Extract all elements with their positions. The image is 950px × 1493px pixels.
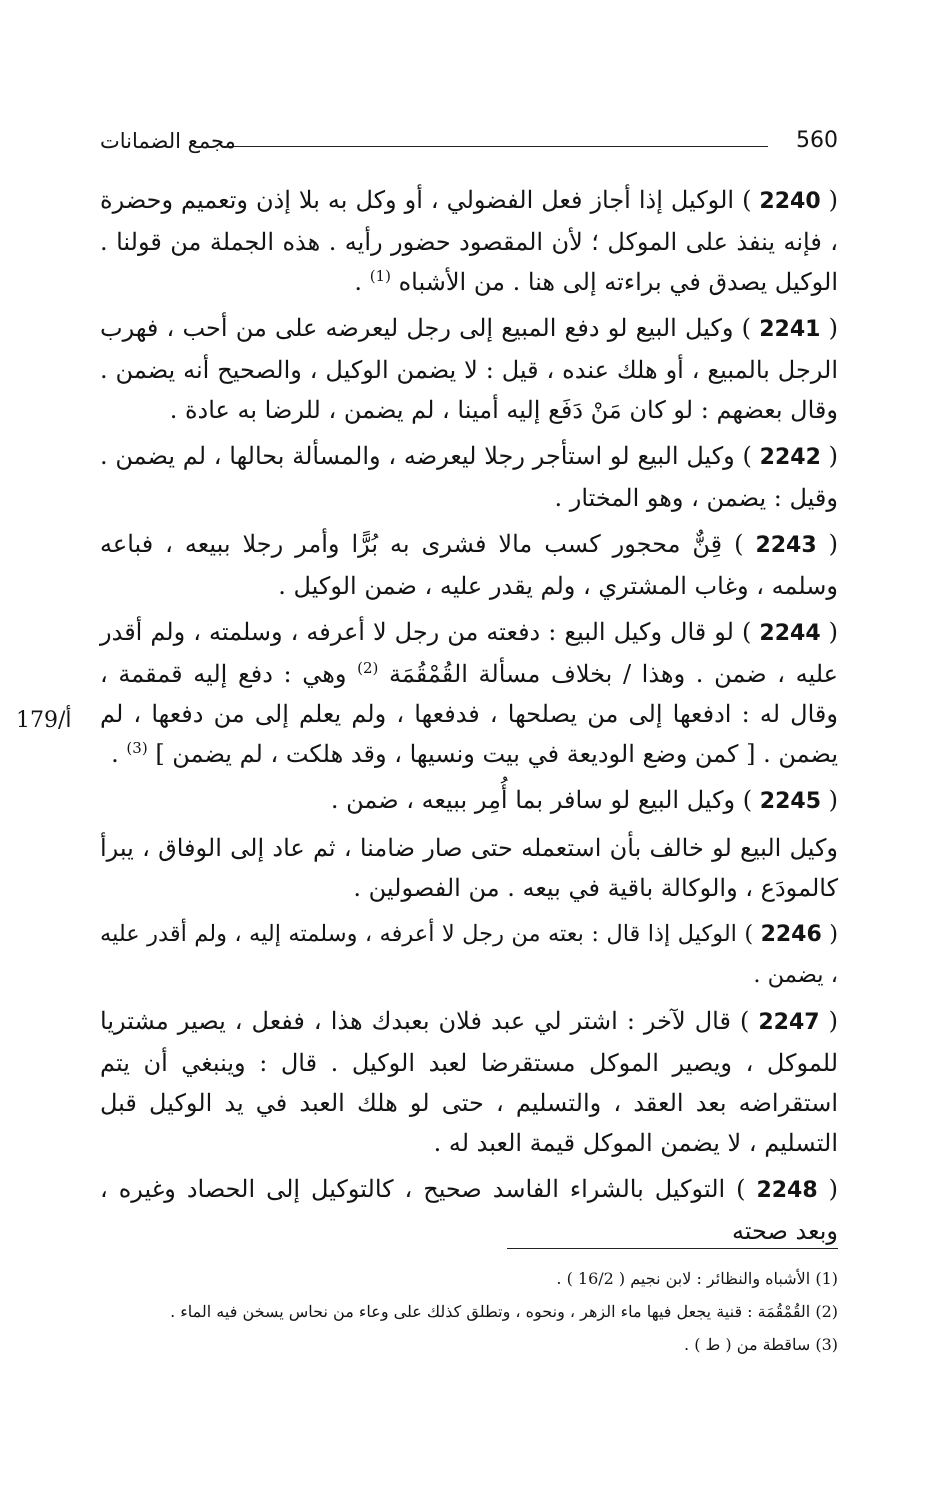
paragraph-number: 2245 — [759, 789, 821, 814]
paragraph-number: 2246 — [760, 922, 822, 947]
page-number: 560 — [796, 128, 838, 153]
book-title: مجمع الضمانات — [100, 129, 236, 153]
paragraph-text: الوكيل إذا قال : بعته من رجل لا أعرفه ، وسلمته إليه ، ولم أقدر عليه ، يضمن . — [100, 921, 838, 988]
paragraph-2245: ( 2245 ) وكيل البيع لو سافر بما أُمِر ببيعه ، ضمن . — [330, 786, 838, 814]
footnote-ref: (2) — [357, 659, 379, 677]
paragraph-2240: ( 2240 ) الوكيل إذا أجاز فعل الفضولي ، أو وكل به بلا إذن وتعميم وحضرة ، فإنه ينفذ على الموكل ؛ لأن المقصود حضور رأيه . هذه الجملة من قولنا . الوكيل يصدق في براءته إلى هنا . من الأشباه $^{(1)}$ . — [100, 186, 839, 296]
paragraph-text: لو قال وكيل البيع : دفعته من رجل لا أعرفه ، وسلمته ، ولم أقدر عليه ، ضمن . وهذا / بخلاف مسألة القُمْقُمَة — [100, 618, 838, 688]
paragraph-text: قال لآخر : اشتر لي عبد فلان بعبدك هذا ، ففعل ، يصير مشتريا للموكل ، ويصير الموكل مستقرضا لعبد الوكيل . قال : وينبغي أن يتم استقراضه بعد العقد ، والتسليم ، حتى لو هلك العبد في يد الوكيل قبل التسليم ، لا يضمن الموكل قيمة العبد له . — [100, 1007, 838, 1157]
paragraph-2247: ( 2247 ) قال لآخر : اشتر لي عبد فلان بعبدك هذا ، ففعل ، يصير مشتريا للموكل ، ويصير الموكل مستقرضا لعبد الوكيل . قال : وينبغي أن يتم استقراضه بعد العقد ، والتسليم ، حتى لو هلك العبد في يد الوكيل قبل التسليم ، لا يضمن الموكل قيمة العبد له . — [100, 1007, 838, 1157]
footnotes — [100, 1262, 838, 1361]
paragraph-2248: ( 2248 ) التوكيل بالشراء الفاسد صحيح ، كالتوكيل إلى الحصاد وغيره ، وبعد صحته — [100, 1175, 838, 1245]
paragraph-number: 2242 — [759, 445, 821, 470]
paragraph-2243: ( 2243 ) قِنٌّ محجور كسب مالا فشرى به بُرًّا وأمر رجلا ببيعه ، فباعه وسلمه ، وغاب المشتري ، ولم يقدر عليه ، ضمن الوكيل . — [100, 530, 838, 600]
manuscript-folio-note: 179/أ — [16, 708, 72, 733]
paragraph-2244: ( 2244 ) لو قال وكيل البيع : دفعته من رجل لا أعرفه ، وسلمته ، ولم أقدر عليه ، ضمن . وهذا / بخلاف مسألة القُمْقُمَة $^{(2)}$ وهي : دفع إليه قمقمة ، وقال له : ادفعها إلى من يصلحها ، فدفعها ، ولم يعلم إلى من دفعها ، لم يضمن . [ كمن وضع الوديعة في بيت ونسيها ، وقد هلكت ، لم يضمن ] $^{(3)}$ . — [100, 618, 838, 768]
paragraph-number: 2247 — [758, 1010, 820, 1035]
paragraph-text: وكيل البيع لو خالف بأن استعمله حتى صار ضامنا ، ثم عاد إلى الوفاق ، يبرأ كالمودَع ، والوكالة باقية في بيعه . من الفصولين . — [100, 834, 838, 902]
paragraph-tail: وهي : دفع إليه قمقمة ، وقال له : ادفعها إلى من يصلحها ، فدفعها ، ولم يعلم إلى من دفعها ، لم يضمن . [ كمن وضع الوديعة في بيت ونسيها ، وقد هلكت ، لم يضمن ] — [100, 660, 838, 768]
paragraph-text: الوكيل إذا أجاز فعل الفضولي ، أو وكل به بلا إذن وتعميم وحضرة ، فإنه ينفذ على الموكل ؛ لأن المقصود حضور رأيه . هذه الجملة من قولنا . الوكيل يصدق في براءته إلى هنا . من الأشباه — [100, 186, 838, 296]
paragraph-number: 2241 — [759, 317, 821, 342]
paragraph-number: 2240 — [759, 189, 821, 214]
paragraph-text: وكيل البيع لو سافر بما أُمِر ببيعه ، ضمن . — [330, 786, 736, 814]
paragraph-2246: ( 2246 ) الوكيل إذا قال : بعته من رجل لا أعرفه ، وسلمته إليه ، ولم أقدر عليه ، يضمن . — [100, 921, 838, 988]
footnote-2: (2) القُمْقُمَة : قنية يجعل فيها ماء الزهر ، ونحوه ، وتطلق كذلك على وعاء من نحاس يسخن فيه الماء . — [170, 1302, 838, 1321]
paragraph-text: وكيل البيع لو استأجر رجلا ليعرضه ، والمسألة بحالها ، لم يضمن . وقيل : يضمن ، وهو المختار . — [100, 442, 838, 512]
paragraph-text: وكيل البيع لو دفع المبيع إلى رجل ليعرضه على من أحب ، فهرب الرجل بالمبيع ، أو هلك عنده ، قيل : لا يضمن الوكيل ، والصحيح أنه يضمن . وقال بعضهم : لو كان مَنْ دَفَع إليه أمينا ، لم يضمن ، للرضا به عادة . — [100, 314, 838, 424]
footnote-1: (1) الأشباه والنظائر : لابن نجيم ( 16/2 ) . — [556, 1269, 838, 1288]
header-rule — [224, 146, 768, 147]
paragraph-number: 2244 — [759, 621, 821, 646]
footnote-rule — [507, 1248, 838, 1249]
footnote-ref: (1) — [369, 267, 391, 285]
paragraph-number: 2243 — [755, 533, 817, 558]
paragraph-tail: . — [354, 268, 363, 296]
paragraph-text: التوكيل بالشراء الفاسد صحيح ، كالتوكيل إلى الحصاد وغيره ، وبعد صحته — [100, 1175, 838, 1245]
paragraph-2242: ( 2242 ) وكيل البيع لو استأجر رجلا ليعرضه ، والمسألة بحالها ، لم يضمن . وقيل : يضمن ، وهو المختار . — [100, 442, 838, 512]
paragraph-2241: ( 2241 ) وكيل البيع لو دفع المبيع إلى رجل ليعرضه على من أحب ، فهرب الرجل بالمبيع ، أو هلك عنده ، قيل : لا يضمن الوكيل ، والصحيح أنه يضمن . وقال بعضهم : لو كان مَنْ دَفَع إليه أمينا ، لم يضمن ، للرضا به عادة . — [100, 314, 839, 424]
paragraph-unnumbered — [100, 828, 838, 908]
body-text — [100, 180, 838, 1257]
paragraph-tail: . — [111, 740, 119, 768]
paragraph-number: 2248 — [756, 1178, 818, 1203]
page-header — [100, 128, 838, 162]
footnote-ref: (3) — [126, 739, 148, 757]
paragraph-text: قِنٌّ محجور كسب مالا فشرى به بُرًّا وأمر رجلا ببيعه ، فباعه وسلمه ، وغاب المشتري ، ولم يقدر عليه ، ضمن الوكيل . — [100, 530, 838, 600]
footnote-3: (3) ساقطة من ( ط ) . — [684, 1335, 838, 1354]
